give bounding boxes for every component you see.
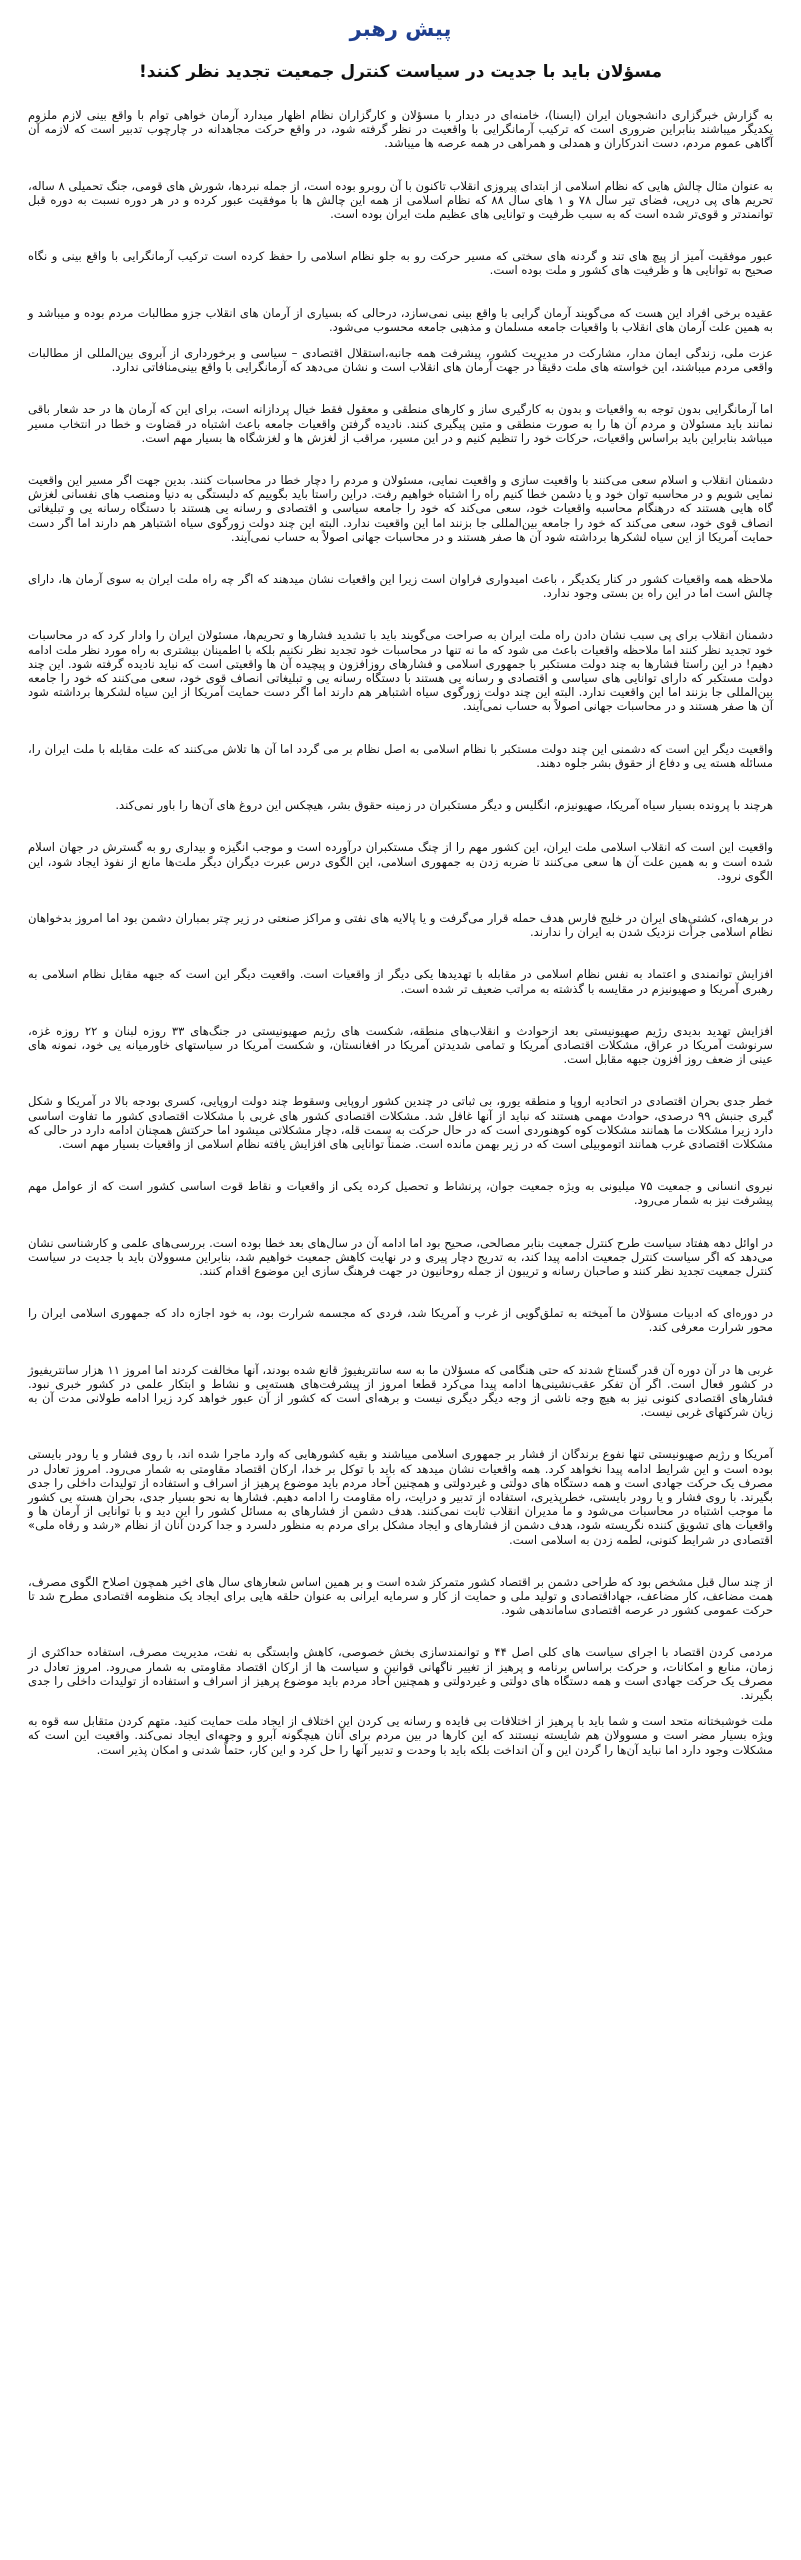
article-paragraph: خطر جدی بحران اقتصادی در اتحادیه اروپا و منطقه یورو، بی ثباتی در چندین کشور اروپایی وسقوط چند دولت اروپایی، کسری بودجه بالا در آمریکا و شکل گیری جنبش ۹۹ درصدی، حوادث مهمی هستند که نباید از آنها غافل شد. مشکلات اقتصادی کشور های غربی با مشکلات اقتصادی کشور ما تفاوت اساسی دارد زیرا مشکلات ما همانند مشکلات کوه کوهنوردی است که در حال حرکت به سمت قله، دچار مشکلاتی میشود اما حرکتش همچنان ادامه دارد در حالی که مشکلات اقتصادی غرب همانند اتوموبیلی است که در زیر بهمن مانده است. ضمناً توانایی های افزایش یافته نظام اسلامی از واقعیات بسیار مهم است. — [28, 1094, 773, 1151]
article-body — [28, 108, 773, 1757]
article-paragraph: به عنوان مثال چالش هایی که نظام اسلامی از ابتدای پیروزی انقلاب تاکنون با آن روبرو بوده است، از جمله نبردها، شورش های قومی، جنگ تحمیلی ۸ ساله، تحریم های پی درپی، فضای تیر سال ۷۸ و ۱ های سال ۸۸ که نظام اسلامی از همه این چالش ها با موفقیت عبور کرده و در هر دوره نسبت به دوره قبل توانمندتر و قوی‌تر شده است که به سبب ظرفیت و توانایی های عظیم ملت ایران بوده است. — [28, 178, 773, 222]
article-paragraph: آمریکا و رژیم صهیونیستی تنها نفوع برندگان از فشار بر جمهوری اسلامی میباشند و بقیه کشورهایی که وارد ماجرا شده اند، با روی فشار و یا رودر بایستی بوده است و این شرایط ادامه پیدا نخواهد کرد. همه واقعیات نشان میدهد که باید با توکل بر خدا، ارکان اقتصاد مقاومتی به شمار می‌رود. امروز تعادل در مصرف یک حرکت جهادی است و همه دستگاه های دولتی و غیردولتی و همچنین آحاد مردم باید موضوع پرهیز از اسراف و استفاده از تولیدات داخلی را جدی بگیرند. با روی فشار و یا رودر بایستی، خطرپذیری، استفاده از تدبیر و درایت، راه مقاومت را ادامه دهیم. فشار‌ها به نحو بسیار جدی، بحران هسته یی کشور ما موجب اشتباه در محاسبات می‌شود و ما مدیران انقلاب ثابت نمی‌کنند. هدف دشمن از فشارهای به مسائل کشور را این دید و با توانایی از آرمان ها و واقعیات های تشویق کننده نگریسته شود، هدف دشمن از فشارهای و ایجاد مشکل برای مردم به منظور دلسرد و جدا کردن آنان از نظام «رشد و رفاه ملی» اقتصادی در شرایط کنونی، لطمه زدن به اسلامی است. — [28, 1447, 773, 1547]
article-paragraph: عبور موفقیت آمیز از پیچ های تند و گردنه های سختی که مسیر حرکت رو به جلو نظام اسلامی را حفظ کرده است ترکیب آرمانگرایی با واقع بینی و نگاه صحیح به توانایی ها و ظرفیت های کشور و ملت بوده است. — [28, 249, 773, 278]
article-paragraph: نیروی انسانی و جمعیت ۷۵ میلیونی به ویژه جمعیت جوان، پرنشاط و تحصیل کرده یکی از واقعیات و نقاط قوت اساسی کشور است که از عوامل مهم پیشرفت نیز به شمار می‌رود. — [28, 1179, 773, 1208]
article-paragraph: ملاحظه همه واقعیات کشور در کنار یکدیگر ، باعث امیدواری فراوان است زیرا این واقعیات نشان میدهند که اگر چه راه ملت ایران به سوی آرمان ها، دارای چالش است اما در این راه بن بستی وجود ندارد. — [28, 572, 773, 601]
article-paragraph: افزایش تهدید بدیدی رژیم صهیونیستی بعد ازحوادث و انقلاب‌های منطقه، شکست های رژیم صهیونیستی در جنگ‌های ۳۳ روزه لبنان و ۲۲ روزه غزه، سرنوشت آمریکا در عراق، مشکلات اقتصادی آمریکا و تمامی شدیدتن آمریکا در افغانستان، و شکست آمریکا در سیاستهای خاورمیانه یی خود، نمونه های عینی از ضعف روز افزون جبهه مقابل است. — [28, 1023, 773, 1067]
article-paragraph: واقعیت دیگر این است که دشمنی این چند دولت مستکبر با نظام اسلامی به اصل نظام بر می گردد اما آن ها تلاش می‌کنند که علت مقابله با ملت ایران را، مسائله هسته یی و دفاع از حقوق بشر جلوه دهند. — [28, 741, 773, 770]
article-paragraph: در اوائل دهه هفتاد سیاست طرح کنترل جمعیت بنابر مصالحی، صحیح بود اما ادامه آن در سال‌های بعد خطا بوده است. بررسی‌های علمی و کارشناسی نشان می‌دهد که اگر سیاست کنترل جمعیت ادامه پیدا کند، به تدریج دچار پیری و در نهایت کاهش جمعیت خواهیم شد، بنابراین مسوولان باید با جدیت در سیاست کنترل جمعیت تجدید نظر کنند و صاحبان رسانه و تریبون از جمله روحانیون در جهت فرهنگ سازی این موضوع اقدام کنند. — [28, 1235, 773, 1278]
article-paragraph: هرچند با پرونده بسیار سیاه آمریکا، صهیونیزم، انگلیس و دیگر مستکبران در زمینه حقوق بشر، هیچکس این دروغ های آن‌ها را باور نمی‌کند. — [115, 798, 773, 813]
article-paragraph: دشمنان انقلاب برای پی سبب نشان دادن راه ملت ایران به صراحت می‌گویند باید با تشدید فشارها و تحریم‌ها، مسئولان ایران را وادار کرد که در محاسبات خود تجدید نظر کنند اما ملاحظه واقعیات باعث می‌ شود که ما نه تنها در محاسبات خود تجدید نظر نکنیم بلکه با اطمینان بیشتری به راه مورد نظر ملت ادامه دهیم! در این راستا فشارها به چند دولت مستکبر با جمهوری اسلامی و فشارهای روزافزون و پیچیده آن ها واقعیتی است که نباید نادیده گرفته شود. این چند دولت مستکبر که دارای توانایی های سیاسی و اقتصادی و رسانه یی هستند با دستگاه رسانه یی و تبلیغاتی انصاف قوی خود، سعی می‌کنند که خود را جامعه بین‌المللی جا بزنند اما این واقعیت ندارد. البته این چند دولت زورگوی سیاه اشتباهر هم دارند اما اگر دست حمایت آمریکا از این سیاه لشکرها برداشته شود آن ها صفر هستند و در محاسبات جهانی اصولاً به حساب نمی‌آیند. — [28, 628, 773, 714]
article-paragraph: در دوره‌ای که ادبیات مسؤلان ما آمیخته به تملق‌گویی از غرب و آمریکا شد، فردی که مجسمه شرارت بود، به خود اجازه داد که جمهوری اسلامی ایران را محور شرارت معرفی کند. — [28, 1306, 773, 1335]
article-paragraph: افزایش توانمندی و اعتماد به نفس نظام اسلامی در مقابله با تهدیدها یکی دیگر از واقعیات است. واقعیت دیگر این است که جبهه مقابل نظام اسلامی به رهبری آمریکا و صهیونیزم در مقایسه با گذشته به مراتب ضعیف تر شده است. — [28, 967, 773, 996]
article-paragraph: عزت ملی، زندگی ایمان مدار، مشارکت در مدیریت کشور، پیشرفت همه جانبه،استقلال اقتصادی – سیاسی و برخورداری از آبروی بین‌المللی از مطالبات واقعی مردم میباشند، این خواسته های ملت دقیقاً در جهت آرمان های انقلاب است و نشان می‌دهد که آرمانگرایی با واقع بینی‌منافاتی ندارد. — [28, 346, 773, 375]
article-paragraph: عقیده برخی افراد این هست که می‌گویند آرمان گرایی با واقع بینی نمی‌سازد، درحالی که بسیاری از آرمان های انقلاب جزو مطالبات مردم بوده و میباشد و به همین علت آرمان های انقلاب با واقعیات جامعه مسلمان و مذهبی جامعه محسوب می‌شود. — [28, 305, 773, 334]
article-paragraph: دشمنان انقلاب و اسلام سعی می‌کنند با واقعیت سازی و واقعیت نمایی، مسئولان و مردم را دچار خطا در محاسبات کنند. بدین جهت اگر مسیر این واقعیت نمایی شویم و در محاسبه توان خود و یا دشمن خطا کنیم راه را اشتباه خواهیم رفت. دراین راستا باید بگوییم که دلبستگی به دنیا ومنصب های نفسانی لغزش گاه هایی هستند که درهنگام محاسبه واقعیات خود، سعی می‌کند که خود را جامعه سیاسی و اقتصادی و رسانه یی هستند با دستگاه رسانه یی و تبلیغاتی انصاف قوی خود، سعی می‌کند که خود را جامعه بین‌المللی جا بزنند اما این واقعیت ندارد. البته این چند دولت زورگوی سیاه اشتباهر هم دارند اما اگر دست حمایت آمریکا از این سیاه لشکرها برداشته شود آن ها صفر هستند و در محاسبات جهانی اصولاً به حساب نمی‌آیند. — [28, 473, 773, 544]
article-paragraph: مردمی کردن اقتصاد با اجرای سیاست های کلی اصل ۴۴ و توانمندسازی بخش خصوصی، کاهش وابستگی به نفت، مدیریت مصرف، استفاده حداکثری از زمان، منابع و امکانات، و حرکت براساس برنامه و پرهیز از تغییر ناگهانی قوانین و سیاست ها از ارکان اقتصاد مقاومتی به شمار می‌رود. امروز تعادل در مصرف یک حرکت جهادی است و همه دستگاه های دولتی و غیردولتی و همچنین آحاد مردم باید موضوع پرهیز از اسراف و استفاده از تولیدات داخلی را جدی بگیرند. — [28, 1645, 773, 1703]
article-paragraph: غربی ها در آن دوره آن قدر گستاخ شدند که حتی هنگامی که مسؤلان ما به سه سانتریفیوژ قانع شده بودند، آنها مخالفت کردند اما امروز ۱۱ هزار سانتریفیوژ در کشور فعال است. اگر آن تفکر عقب‌نشینی‌ها ادامه پیدا می‌کرد قطعا امروز از پیشرفت‌های هسته‌یی و نشاط و ابتکار علمی در کشور خبری نبود. فشارهای اقتصادی کنونی نیز به هیچ وجه ناشی از وجه دیگر دیگری نیست و برهه‌ای است که کشور از آن عبور خواهد کرد زیرا ادامه طولانی مدت آن به زیان شرکتهای غربی نیست. — [28, 1362, 773, 1420]
article-paragraph: در برهه‌ای، کشتی‌های ایران در خلیج فارس هدف حمله قرار می‌گرفت و یا پالایه های نفتی و مراکز صنعتی در زیر چتر بمباران دشمن بود اما امروز بدخواهان نظام اسلامی جرأت نزدیک شدن به ایران را ندارند. — [28, 910, 773, 940]
section-title: پیش رهبر — [349, 17, 452, 41]
article-paragraph: به گزارش خبرگزاری دانشجویان ایران (ایسنا)، خامنه‌ای در دیدار با مسؤلان و کارگزاران نظام اظهار میدارد آرمان خواهی توام با واقع بینی لازم ملزوم یکدیگر میباشند بنابراین ضروری است که ترکیب آرمانگرایی با واقعیت در نظر گرفته شود، در واقع حرکت مجاهدانه در چارچوب تدبیر است که لازمه آن آگاهی عموم مردم، دست اندرکاران و همدلی و همراهی در همه عرصه ها میباشد. — [28, 108, 773, 151]
article-paragraph: ملت خوشبختانه متحد است و شما باید با پرهیز از اختلافات بی فایده و رسانه یی کردن این اختلاف از ایجاد ملت حمایت کنید. متهم کردن متقابل سه قوه به ویژه بسیار مضر است و مسوولان هم شایسته نیستند که این کارها در بین مردم برای آنان هیچگونه آبرو و وجهه‌ای ایجاد نمی‌کند. واقعیت این است که مشکلات وجود دارد اما نباید آن‌ها را گردن این و آن انداخت بلکه باید با وحدت و تدبیر آنها را حل کرد و این کار، حتماً شدنی و امکان پذیر است. — [28, 1714, 773, 1757]
article-paragraph: واقعیت این است که انقلاب اسلامی ملت ایران، این کشور مهم را از چنگ مستکبران درآورده است و موجب انگیزه و بیداری رو به گسترش در جهان اسلام شده است و به همین علت آن ها سعی می‌کنند تا ضربه زدن به جمهوری اسلامی، این الگوی درس عبرت دیگران دیگر ملت‌ها مانع از نفوذ ایجاد شود، این الگوی نرود. — [28, 840, 773, 883]
article-headline: مسؤلان باید با جدیت در سیاست کنترل جمعیت تجدید نظر کنند! — [138, 62, 663, 82]
article-paragraph: اما آرمانگرایی بدون توجه به واقعیات و بدون به کارگیری ساز و کارهای منطقی و معقول فقط خیال پردازانه است، برای این که آرمان ها در حد شعار باقی نمانند باید مسئولان و مردم آن ها را به صورت منطقی و متین پیگیری کنند. نادیده گرفتن واقعیات جامعه باعث اشتباه در قضاوت و خطا در انتخاب مسیر میباشد بنابراین باید براساس واقعیات، حرکات خود را تنظیم کنیم و در این مسیر، مراقب از لغزش ها و لغزشگاه ها بسیار مهم است. — [28, 402, 773, 445]
article-paragraph: از چند سال قبل مشخص بود که طراحی دشمن بر اقتصاد کشور متمرکز شده است و بر همین اساس شعارهای سال های اخیر همچون اصلاح الگوی مصرف، همت مضاعف، کار مضاعف، جهاداقتصادی و تولید ملی و حمایت از کار و سرمایه ایرانی به عنوان حلقه هایی برای ایجاد یک منظومه اقتصادی مطرح شد تا حرکت عمومی کشور در عرصه اقتصادی ساماندهی شود. — [28, 1574, 773, 1618]
